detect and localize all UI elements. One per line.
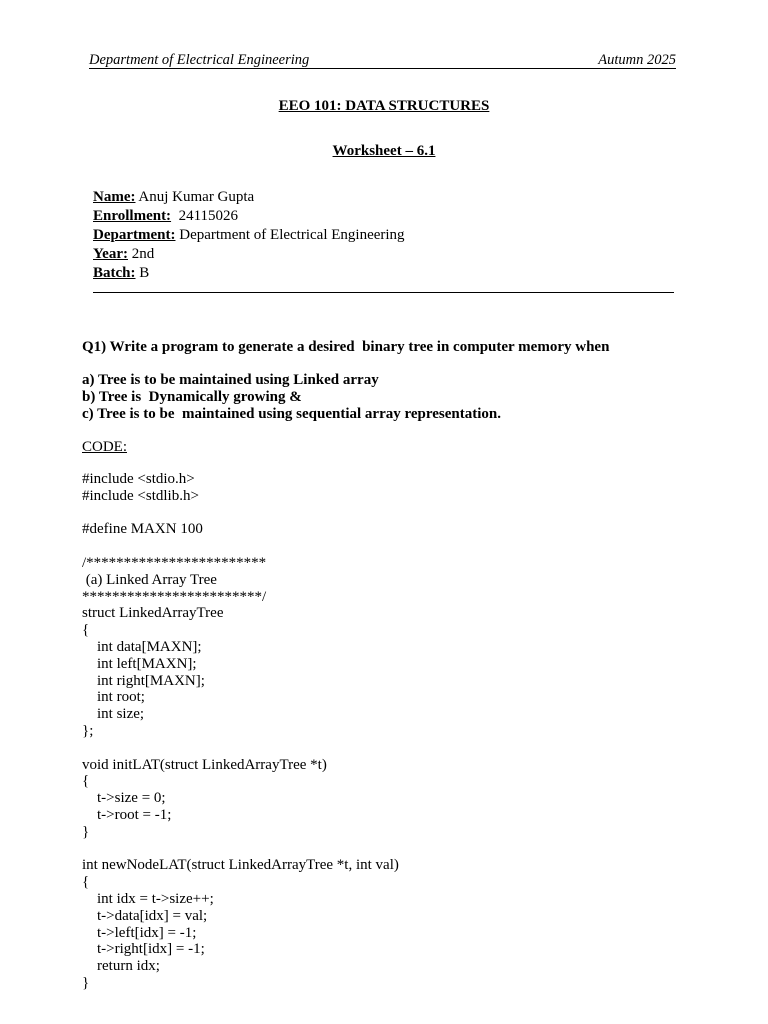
question-part: a) Tree is to be maintained using Linked array bbox=[82, 372, 379, 388]
code-line: int idx = t->size++; bbox=[82, 890, 214, 907]
code-line: }; bbox=[82, 722, 94, 739]
student-department-row bbox=[93, 226, 405, 245]
code-line: t->right[idx] = -1; bbox=[82, 941, 205, 958]
name-label: Name: bbox=[93, 189, 136, 205]
code-line: int left[MAXN]; bbox=[82, 655, 197, 672]
code-line bbox=[82, 740, 399, 757]
department-label: Department: bbox=[93, 227, 176, 243]
question-title: Q1) Write a program to generate a desired binary tree in computer memory when bbox=[82, 339, 610, 355]
year-label: Year: bbox=[93, 246, 128, 262]
code-line: int size; bbox=[82, 706, 145, 723]
code-line: int right[MAXN]; bbox=[82, 672, 205, 689]
code-line bbox=[82, 841, 399, 858]
student-name-row bbox=[93, 188, 405, 207]
enrollment-value: 24115026 bbox=[171, 208, 239, 224]
code-line: t->data[idx] = val; bbox=[82, 907, 208, 924]
batch-value: B bbox=[135, 265, 150, 281]
worksheet-title: Worksheet – 6.1 bbox=[332, 143, 436, 159]
code-block bbox=[82, 471, 399, 992]
student-enrollment-row bbox=[93, 207, 405, 226]
section-divider bbox=[93, 292, 674, 293]
code-line: t->root = -1; bbox=[82, 806, 172, 823]
department-value: Department of Electrical Engineering bbox=[175, 227, 405, 243]
code-line: { bbox=[82, 622, 90, 639]
code-line: int data[MAXN]; bbox=[82, 638, 202, 655]
question-part: c) Tree is to be maintained using sequential array representation. bbox=[82, 406, 502, 422]
code-label: CODE: bbox=[82, 439, 127, 455]
year-value: 2nd bbox=[127, 246, 155, 262]
code-line: } bbox=[82, 974, 90, 991]
student-year-row bbox=[93, 245, 405, 264]
code-line: { bbox=[82, 874, 90, 891]
student-batch-row bbox=[93, 264, 405, 283]
page-header bbox=[89, 52, 676, 69]
code-line: } bbox=[82, 823, 90, 840]
name-value: Anuj Kumar Gupta bbox=[135, 189, 255, 205]
code-line: ************************/ bbox=[82, 588, 267, 605]
batch-label: Batch: bbox=[93, 265, 136, 281]
question-part: b) Tree is Dynamically growing & bbox=[82, 389, 302, 405]
question-parts bbox=[82, 372, 501, 423]
code-line: void initLAT(struct LinkedArrayTree *t) bbox=[82, 756, 327, 773]
code-line bbox=[82, 538, 399, 555]
code-line: #include <stdio.h> bbox=[82, 471, 195, 487]
enrollment-label: Enrollment: bbox=[93, 208, 172, 224]
header-department: Department of Electrical Engineering bbox=[89, 52, 310, 68]
code-line: (a) Linked Array Tree bbox=[82, 571, 217, 588]
code-line bbox=[82, 505, 399, 522]
header-term: Autumn 2025 bbox=[598, 52, 676, 68]
code-line: t->left[idx] = -1; bbox=[82, 924, 197, 941]
code-line: { bbox=[82, 773, 90, 790]
code-line: #define MAXN 100 bbox=[82, 521, 203, 538]
code-line: t->size = 0; bbox=[82, 790, 166, 807]
code-line: #include <stdlib.h> bbox=[82, 487, 199, 504]
code-line: /************************ bbox=[82, 554, 267, 571]
code-line: int root; bbox=[82, 689, 145, 706]
code-line: int newNodeLAT(struct LinkedArrayTree *t, int val) bbox=[82, 857, 399, 874]
code-line: return idx; bbox=[82, 958, 160, 975]
course-title: EEO 101: DATA STRUCTURES bbox=[278, 98, 490, 114]
code-line: struct LinkedArrayTree bbox=[82, 605, 224, 622]
student-info bbox=[93, 188, 405, 283]
